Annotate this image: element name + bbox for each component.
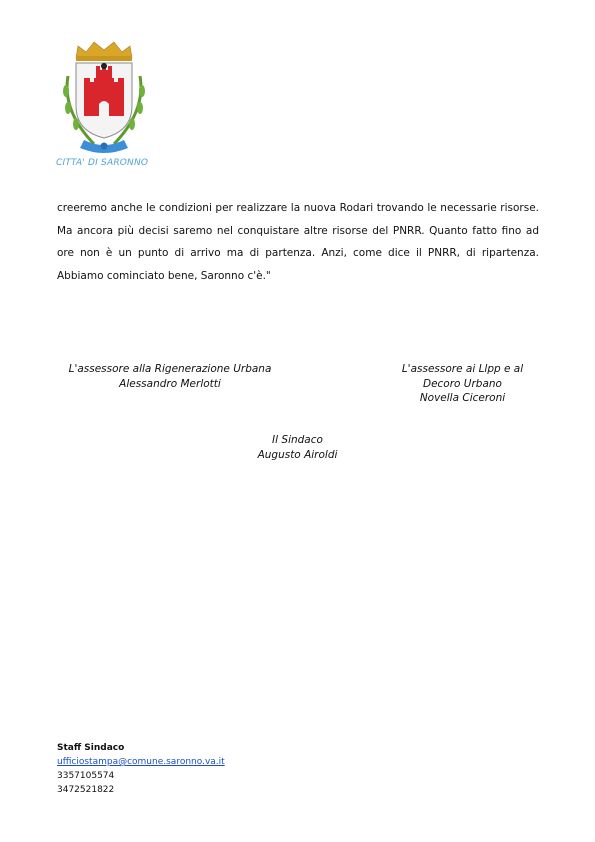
press-release-paragraph: creeremo anche le condizioni per realizzare la nuova Rodari trovando le necessarie risorse. Ma ancora più decisi saremo nel conquistare altre risorse del PNRR. Quanto fatto fino ad ore non è un punto di arrivo ma di partenza. Anzi, come dice il PNRR, di ripartenza. Abbiamo cominciato bene, Saronno c'è." bbox=[57, 202, 539, 282]
city-name-caption: CITTA' DI SARONNO bbox=[56, 158, 149, 168]
signature-name: Novella Ciceroni bbox=[419, 392, 506, 404]
signature-name: Augusto Airoldi bbox=[257, 448, 338, 461]
coat-of-arms-icon bbox=[54, 36, 154, 161]
signature-name: Alessandro Merlotti bbox=[119, 377, 221, 390]
signature-role-line2: Decoro Urbano bbox=[422, 377, 502, 390]
email-link[interactable]: ufficiostampa@comune.saronno.va.it bbox=[57, 757, 225, 767]
signature-role-line1: L'assessore ai Llpp e al bbox=[401, 363, 524, 375]
phone-number: 3472521822 bbox=[57, 785, 115, 795]
city-coat-of-arms-logo bbox=[54, 36, 154, 161]
contact-footer bbox=[57, 741, 225, 797]
footer-title: Staff Sindaco bbox=[57, 743, 125, 753]
signature-block-right bbox=[390, 362, 535, 406]
signature-block-mayor bbox=[230, 433, 365, 462]
signature-role: L'assessore alla Rigenerazione Urbana bbox=[68, 363, 272, 375]
phone-number: 3357105574 bbox=[57, 771, 115, 781]
signature-block-left bbox=[60, 362, 280, 391]
signature-role: Il Sindaco bbox=[272, 434, 323, 446]
